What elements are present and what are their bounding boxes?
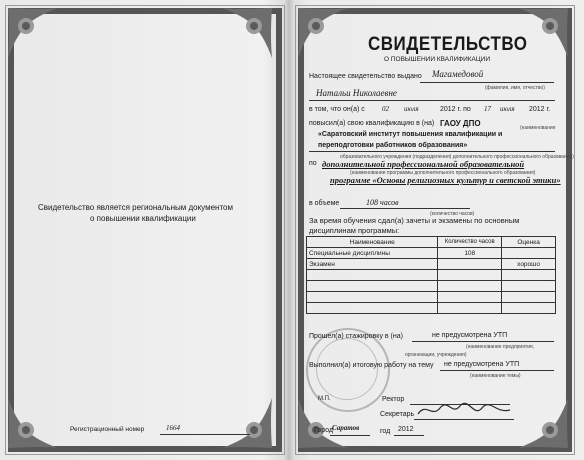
table-cell [438, 259, 502, 270]
final-work-hint: (наименование темы) [470, 373, 521, 379]
year-value: 2012 [398, 426, 414, 433]
date-phrase: в том, что он(а) с [309, 106, 365, 113]
year-line [394, 435, 424, 436]
table-cell [438, 303, 502, 314]
reg-number-line [160, 434, 250, 435]
city-line [330, 435, 370, 436]
table-row [307, 270, 556, 281]
institution-hint: (наименование [520, 125, 556, 131]
exams-text-1: За время обучения сдал(а) зачеты и экзамены по основным [309, 216, 520, 225]
volume-value: 108 часов [366, 198, 399, 207]
official-stamp-inner [316, 338, 378, 400]
program-hint: (наименование программы дополнительного профессионального образования) [350, 170, 536, 176]
table-cell [502, 270, 556, 281]
table-cell [438, 281, 502, 292]
city-label: Город [314, 427, 333, 434]
volume-line [340, 208, 470, 209]
issued-label: Настоящее свидетельство выдано [309, 73, 422, 80]
final-work-value: не предусмотрена УТП [444, 361, 520, 368]
certificate-subtitle: О ПОВЫШЕНИИ КВАЛИФИКАЦИИ [384, 56, 491, 63]
table-cell: Экзамен [307, 259, 438, 270]
institution-line [309, 151, 555, 152]
table-header: Оценка [502, 237, 556, 248]
date-from-month: июля [404, 105, 419, 113]
table-row [307, 259, 556, 270]
ornament-corner-bottom-right [220, 396, 274, 450]
reg-number-value: 1664 [166, 424, 180, 432]
program-line-2: программе «Основы религиозных культур и светской этики» [330, 175, 561, 185]
year-label: год [380, 428, 391, 435]
ornament-corner-top-left-r [296, 6, 350, 60]
table-cell [438, 270, 502, 281]
left-page-border [8, 8, 282, 452]
date-to-day: 17 [484, 105, 491, 113]
table-cell [438, 292, 502, 303]
reg-number-label: Регистрационный номер [70, 426, 145, 433]
rector-label: Ректор [382, 396, 405, 403]
table-cell [307, 281, 438, 292]
certificate-title: СВИДЕТЕЛЬСТВО [368, 32, 528, 55]
internship-hint: (наименование предприятия, [466, 344, 535, 350]
table-cell [307, 292, 438, 303]
institution-full-2: переподготовки работников образования» [318, 142, 468, 149]
final-work-line [440, 370, 554, 371]
surname-line [420, 82, 554, 83]
given-names-line [309, 100, 555, 101]
internship-line [412, 341, 554, 342]
table-row [307, 281, 556, 292]
table-cell [502, 303, 556, 314]
fio-hint: (фамилия, имя, отчество) [485, 85, 545, 91]
secretary-signature [416, 400, 512, 420]
table-cell [307, 270, 438, 281]
date-to-month: июля [500, 105, 515, 113]
internship-value: не предусмотрена УТП [432, 332, 508, 339]
table-cell [502, 248, 556, 259]
date-from-year: 2012 г. по [440, 106, 471, 113]
disciplines-table [306, 236, 556, 314]
table-cell [502, 292, 556, 303]
internship-hint-2: организации, учреждения) [405, 352, 467, 358]
table-cell: Специальные дисциплины [307, 248, 438, 259]
table-header: Количество часов [438, 237, 502, 248]
date-from-day: 02 [382, 105, 389, 113]
ornament-corner-top-right [220, 6, 274, 60]
volume-label: в объеме [309, 200, 340, 207]
table-cell [307, 303, 438, 314]
table-header: Наименование [307, 237, 438, 248]
table-cell: 108 [438, 248, 502, 259]
ornament-corner-bottom-left [6, 396, 60, 450]
final-work-label: Выполнил(а) итоговую работу на тему [309, 362, 434, 369]
institution-short: ГАОУ ДПО [440, 119, 481, 128]
left-statement-line-1: Свидетельство является региональным документом [38, 203, 233, 212]
table-cell [502, 281, 556, 292]
program-prefix: по [309, 160, 317, 167]
institution-hint-2: образовательного учреждения (подразделения) дополнительного профессионального образования) [340, 154, 574, 160]
table-header-row [307, 237, 556, 248]
exams-text-2: дисциплинам программы: [309, 226, 400, 235]
left-statement-line-2: о повышении квалификации [90, 214, 196, 223]
city-value: Саратов [332, 424, 360, 432]
institution-full-1: «Саратовский институт повышения квалификации и [318, 131, 503, 138]
table-row [307, 292, 556, 303]
secretary-label: Секретарь [380, 411, 415, 418]
page-fold [284, 0, 294, 460]
ornament-corner-top-left [6, 6, 60, 60]
program-line-1: дополнительной профессиональной образовательной [322, 159, 525, 169]
table-cell: хорошо [502, 259, 556, 270]
volume-hint: (количество часов) [430, 211, 475, 217]
ornament-corner-bottom-right-r [516, 396, 570, 450]
surname-value: Магамедовой [432, 69, 484, 79]
table-row [307, 303, 556, 314]
raised-label: повысил(а) свою квалификацию в (на) [309, 120, 435, 127]
internship-label: Прошел(а) стажировку в (на) [309, 333, 403, 340]
mp-label: М.П. [318, 396, 331, 402]
given-names-value: Натальи Николаевне [316, 88, 397, 98]
table-row [307, 248, 556, 259]
date-to-year: 2012 г. [529, 106, 551, 113]
